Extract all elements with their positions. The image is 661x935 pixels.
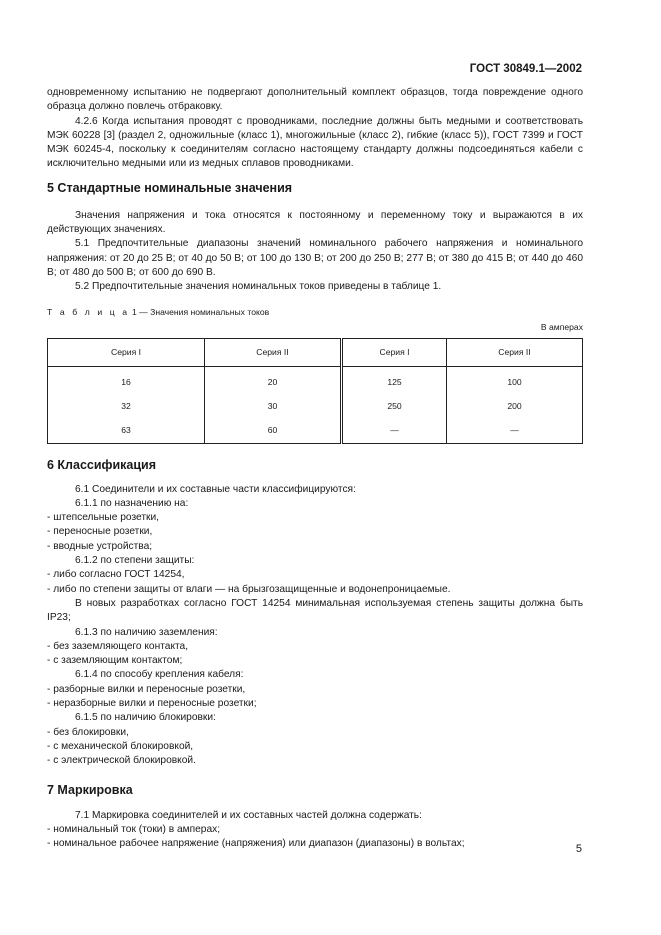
list-item: - неразборные вилки и переносные розетки;: [47, 698, 257, 710]
table-caption-text: 1 — Значения номинальных токов: [131, 306, 270, 317]
section-7-title: 7 Маркировка: [47, 782, 133, 797]
list-item: - переносные розетки,: [47, 526, 153, 538]
list-item: - без заземляющего контакта,: [47, 640, 189, 652]
paragraph-5-2: 5.2 Предпочтительные значения номинальных токов приведены в таблице 1.: [75, 281, 442, 293]
table-row: [48, 419, 583, 444]
clause-line: 6.1.1 по назначению на:: [75, 497, 189, 509]
list-item: - без блокировки,: [47, 726, 129, 738]
table-cell: 200: [447, 395, 583, 419]
table-cell: —: [447, 419, 583, 444]
table-header-cell: Серия II: [205, 338, 342, 366]
table-header-cell: Серия I: [342, 338, 447, 366]
table-cell: 60: [205, 419, 342, 444]
table-header-row: [48, 338, 583, 366]
table-cell: 30: [205, 395, 342, 419]
list-item: - с механической блокировкой,: [47, 740, 194, 752]
document-code: ГОСТ 30849.1—2002: [469, 63, 582, 75]
section-7-body: [47, 809, 583, 852]
clause-line: 6.1.3 по наличию заземления:: [75, 626, 218, 638]
table-cell: 250: [342, 395, 447, 419]
rated-currents-table: [47, 338, 583, 444]
list-item: - с заземляющим контактом;: [47, 655, 183, 667]
table-unit: В амперах: [540, 321, 583, 332]
clause-line: 6.1 Соединители и их составные части классифицируются:: [75, 483, 356, 495]
table-caption-prefix: Т а б л и ц а: [47, 306, 130, 317]
table-cell: 16: [48, 371, 205, 395]
paragraph-continuation: одновременному испытанию не подвергают дополнительный комплект образцов, тогда повреждение одного образца должно повлечь отбраковку.: [47, 87, 583, 113]
list-item: - с электрической блокировкой.: [47, 755, 196, 767]
clause-line: В новых разработках согласно ГОСТ 14254 минимальная используемая степень защиты должна быть IP23;: [47, 597, 583, 624]
paragraph-5-intro: Значения напряжения и тока относятся к постоянному и переменному току и выражаются в их действующих значениях.: [47, 209, 583, 236]
clause-line: 6.1.4 по способу крепления кабеля:: [75, 669, 244, 681]
list-item: - либо согласно ГОСТ 14254,: [47, 569, 185, 581]
table-caption: [47, 306, 583, 318]
table-header-cell: Серия I: [48, 338, 205, 366]
table-row: [48, 371, 583, 395]
clause-line: 6.1.5 по наличию блокировки:: [75, 712, 216, 724]
section-6-body: [47, 483, 583, 769]
list-item: - вводные устройства;: [47, 540, 153, 552]
table-header-cell: Серия II: [447, 338, 583, 366]
list-item: - штепсельные розетки,: [47, 512, 159, 524]
list-item: - разборные вилки и переносные розетки,: [47, 683, 246, 695]
list-item: - номинальное рабочее напряжение (напряжения) или диапазон (диапазоны) в вольтах;: [47, 838, 465, 850]
section-5-title: 5 Стандартные номинальные значения: [47, 180, 293, 195]
list-item: - либо по степени защиты от влаги — на брызгозащищенные и водонепроницаемые.: [47, 583, 451, 595]
table-cell: 20: [205, 371, 342, 395]
table-cell: 32: [48, 395, 205, 419]
clause-line: 6.1.2 по степени защиты:: [75, 555, 195, 567]
table-row: [48, 395, 583, 419]
table-cell: 100: [447, 371, 583, 395]
page-number: 5: [575, 843, 582, 855]
paragraph-5-1: 5.1 Предпочтительные диапазоны значений номинального рабочего напряжения и номинального напряжения: от 20 до 25 В; от 40 до 50 В; от 100 до 130 В; от 200 до 250 В; 277 В; от 380 до 415 В; от 440 до 460 В; от 480 до 500 В; от 600 до 690 В.: [47, 238, 583, 278]
table-cell: —: [342, 419, 447, 444]
table-cell: 63: [48, 419, 205, 444]
section-6-title: 6 Классификация: [47, 457, 157, 472]
paragraph-4-2-6: 4.2.6 Когда испытания проводят с проводниками, последние должны быть медными и соответствовать МЭК 60228 [3] (раздел 2, одножильные (класс 1), многожильные (класс 2), гибкие (класс 5)), ГОСТ 7399 и ГОСТ МЭК 60245-4, поскольку к соединителям согласно настоящему стандарту должны подсоединяться кабели с исключительно медными или из медных сплавов проводниками.: [47, 115, 583, 170]
page-content: [47, 86, 583, 851]
list-item: - номинальный ток (токи) в амперах;: [47, 823, 221, 835]
table-cell: 125: [342, 371, 447, 395]
clause-line: 7.1 Маркировка соединителей и их составных частей должна содержать:: [75, 809, 422, 821]
